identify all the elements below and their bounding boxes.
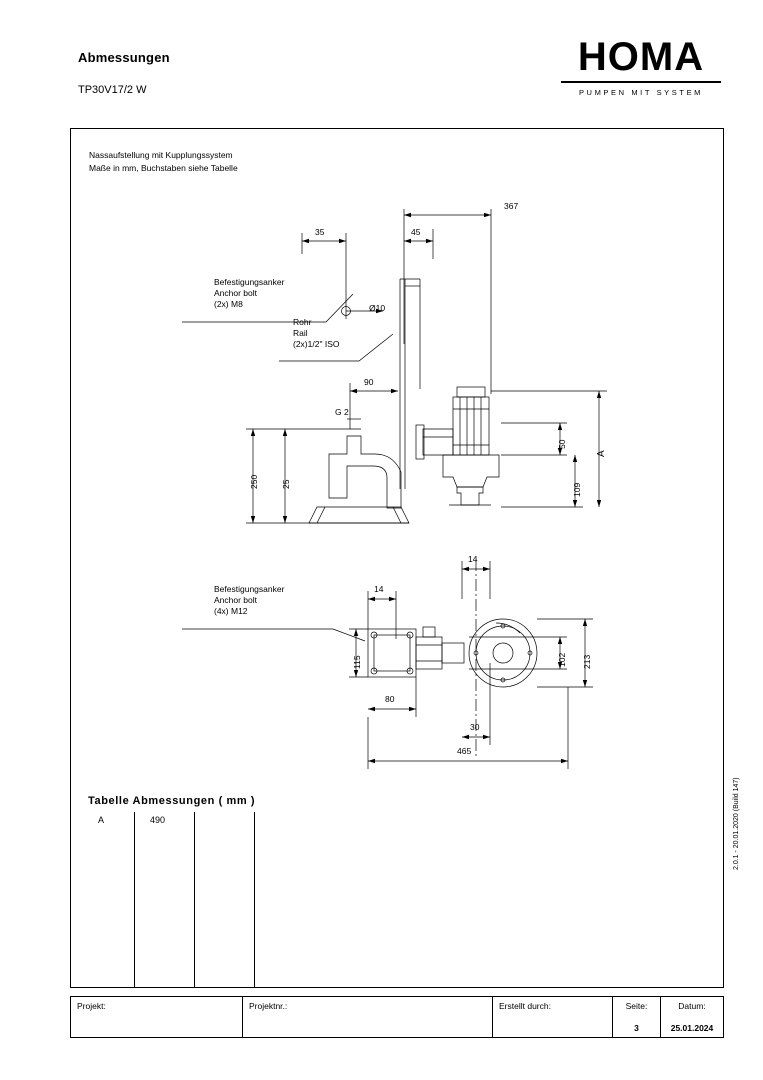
- logo-wordmark: HOMA: [577, 35, 705, 79]
- dim-top-left: 35: [315, 227, 325, 237]
- callout-lower-line-1: Befestigungsanker: [214, 584, 285, 594]
- dim-top-overall: 367: [504, 201, 519, 211]
- callout-upper-line-2: Anchor bolt: [214, 288, 257, 298]
- dim-rail-offset: 90: [364, 377, 374, 387]
- titleblock-projekt: [71, 997, 243, 1037]
- note-line-1: Nassaufstellung mit Kupplungssystem: [89, 150, 233, 160]
- table-cell-value: 490: [150, 815, 166, 825]
- titleblock-erstellt: [493, 997, 613, 1037]
- titleblock-seite-value: 3: [634, 1023, 639, 1033]
- titleblock-seite-label: Seite:: [625, 1001, 648, 1011]
- callout-anchor-bolt-upper: [214, 277, 284, 310]
- table-divider-1: [134, 812, 135, 987]
- dim-plan-80: 80: [385, 694, 395, 704]
- titleblock-seite: [613, 997, 661, 1037]
- titleblock-projektnr: [243, 997, 493, 1037]
- dim-top-right: 45: [411, 227, 421, 237]
- note-line-2: Maße in mm, Buchstaben siehe Tabelle: [89, 163, 238, 173]
- dimension-table-title: Tabelle Abmessungen ( mm ): [88, 795, 256, 807]
- titleblock-datum-label: Datum:: [678, 1001, 706, 1011]
- logo-tagline: PUMPEN MIT SYSTEM: [578, 88, 704, 97]
- table-divider-2: [194, 812, 195, 987]
- callout-rail: [293, 317, 339, 350]
- callout-lower-line-2: Anchor bolt: [214, 595, 257, 605]
- callout-rail-line-2: Rail: [293, 328, 308, 338]
- dim-thread: G 2: [335, 407, 349, 417]
- callout-upper-line-3: (2x) M8: [214, 299, 243, 309]
- titleblock-datum-value: 25.01.2024: [670, 1023, 714, 1033]
- titleblock-erstellt-label: Erstellt durch:: [499, 1001, 551, 1011]
- dim-height-109: 109: [572, 482, 582, 497]
- dim-height-25: 25: [281, 479, 291, 489]
- dimension-table: [88, 812, 280, 987]
- dim-plan-465: 465: [457, 746, 472, 756]
- dim-plan-30: 30: [470, 722, 480, 732]
- homa-logo: [561, 36, 721, 97]
- table-cell-key: A: [98, 815, 105, 825]
- dim-height-50: 50: [557, 439, 567, 449]
- logo-divider: [561, 81, 721, 83]
- dim-plan-213: 213: [582, 654, 592, 669]
- table-divider-3: [254, 812, 255, 987]
- dim-height-250: 250: [249, 474, 259, 489]
- title-block: [70, 996, 724, 1038]
- dim-hole-diameter: Ø10: [369, 303, 386, 313]
- dim-plan-115: 115: [352, 655, 362, 669]
- revision-label: 2.0.1 - 20.01.2020 (Build 147): [733, 777, 740, 870]
- dim-plan-102: 102: [557, 652, 567, 667]
- dim-height-A: A: [596, 450, 607, 457]
- callout-lower-line-3: (4x) M12: [214, 606, 248, 616]
- page-subtitle: TP30V17/2 W: [78, 84, 147, 96]
- callout-upper-line-1: Befestigungsanker: [214, 277, 285, 287]
- callout-rail-line-3: (2x)1/2" ISO: [293, 339, 340, 349]
- dim-plan-14-lower: 14: [374, 584, 384, 594]
- callout-anchor-bolt-lower: [214, 584, 284, 617]
- page-title: Abmessungen: [78, 50, 170, 65]
- dim-plan-14-upper: 14: [468, 554, 478, 564]
- titleblock-projektnr-label: Projektnr.:: [249, 1001, 288, 1011]
- callout-rail-line-1: Rohr: [293, 317, 312, 327]
- titleblock-projekt-label: Projekt:: [77, 1001, 106, 1011]
- titleblock-datum: [661, 997, 723, 1037]
